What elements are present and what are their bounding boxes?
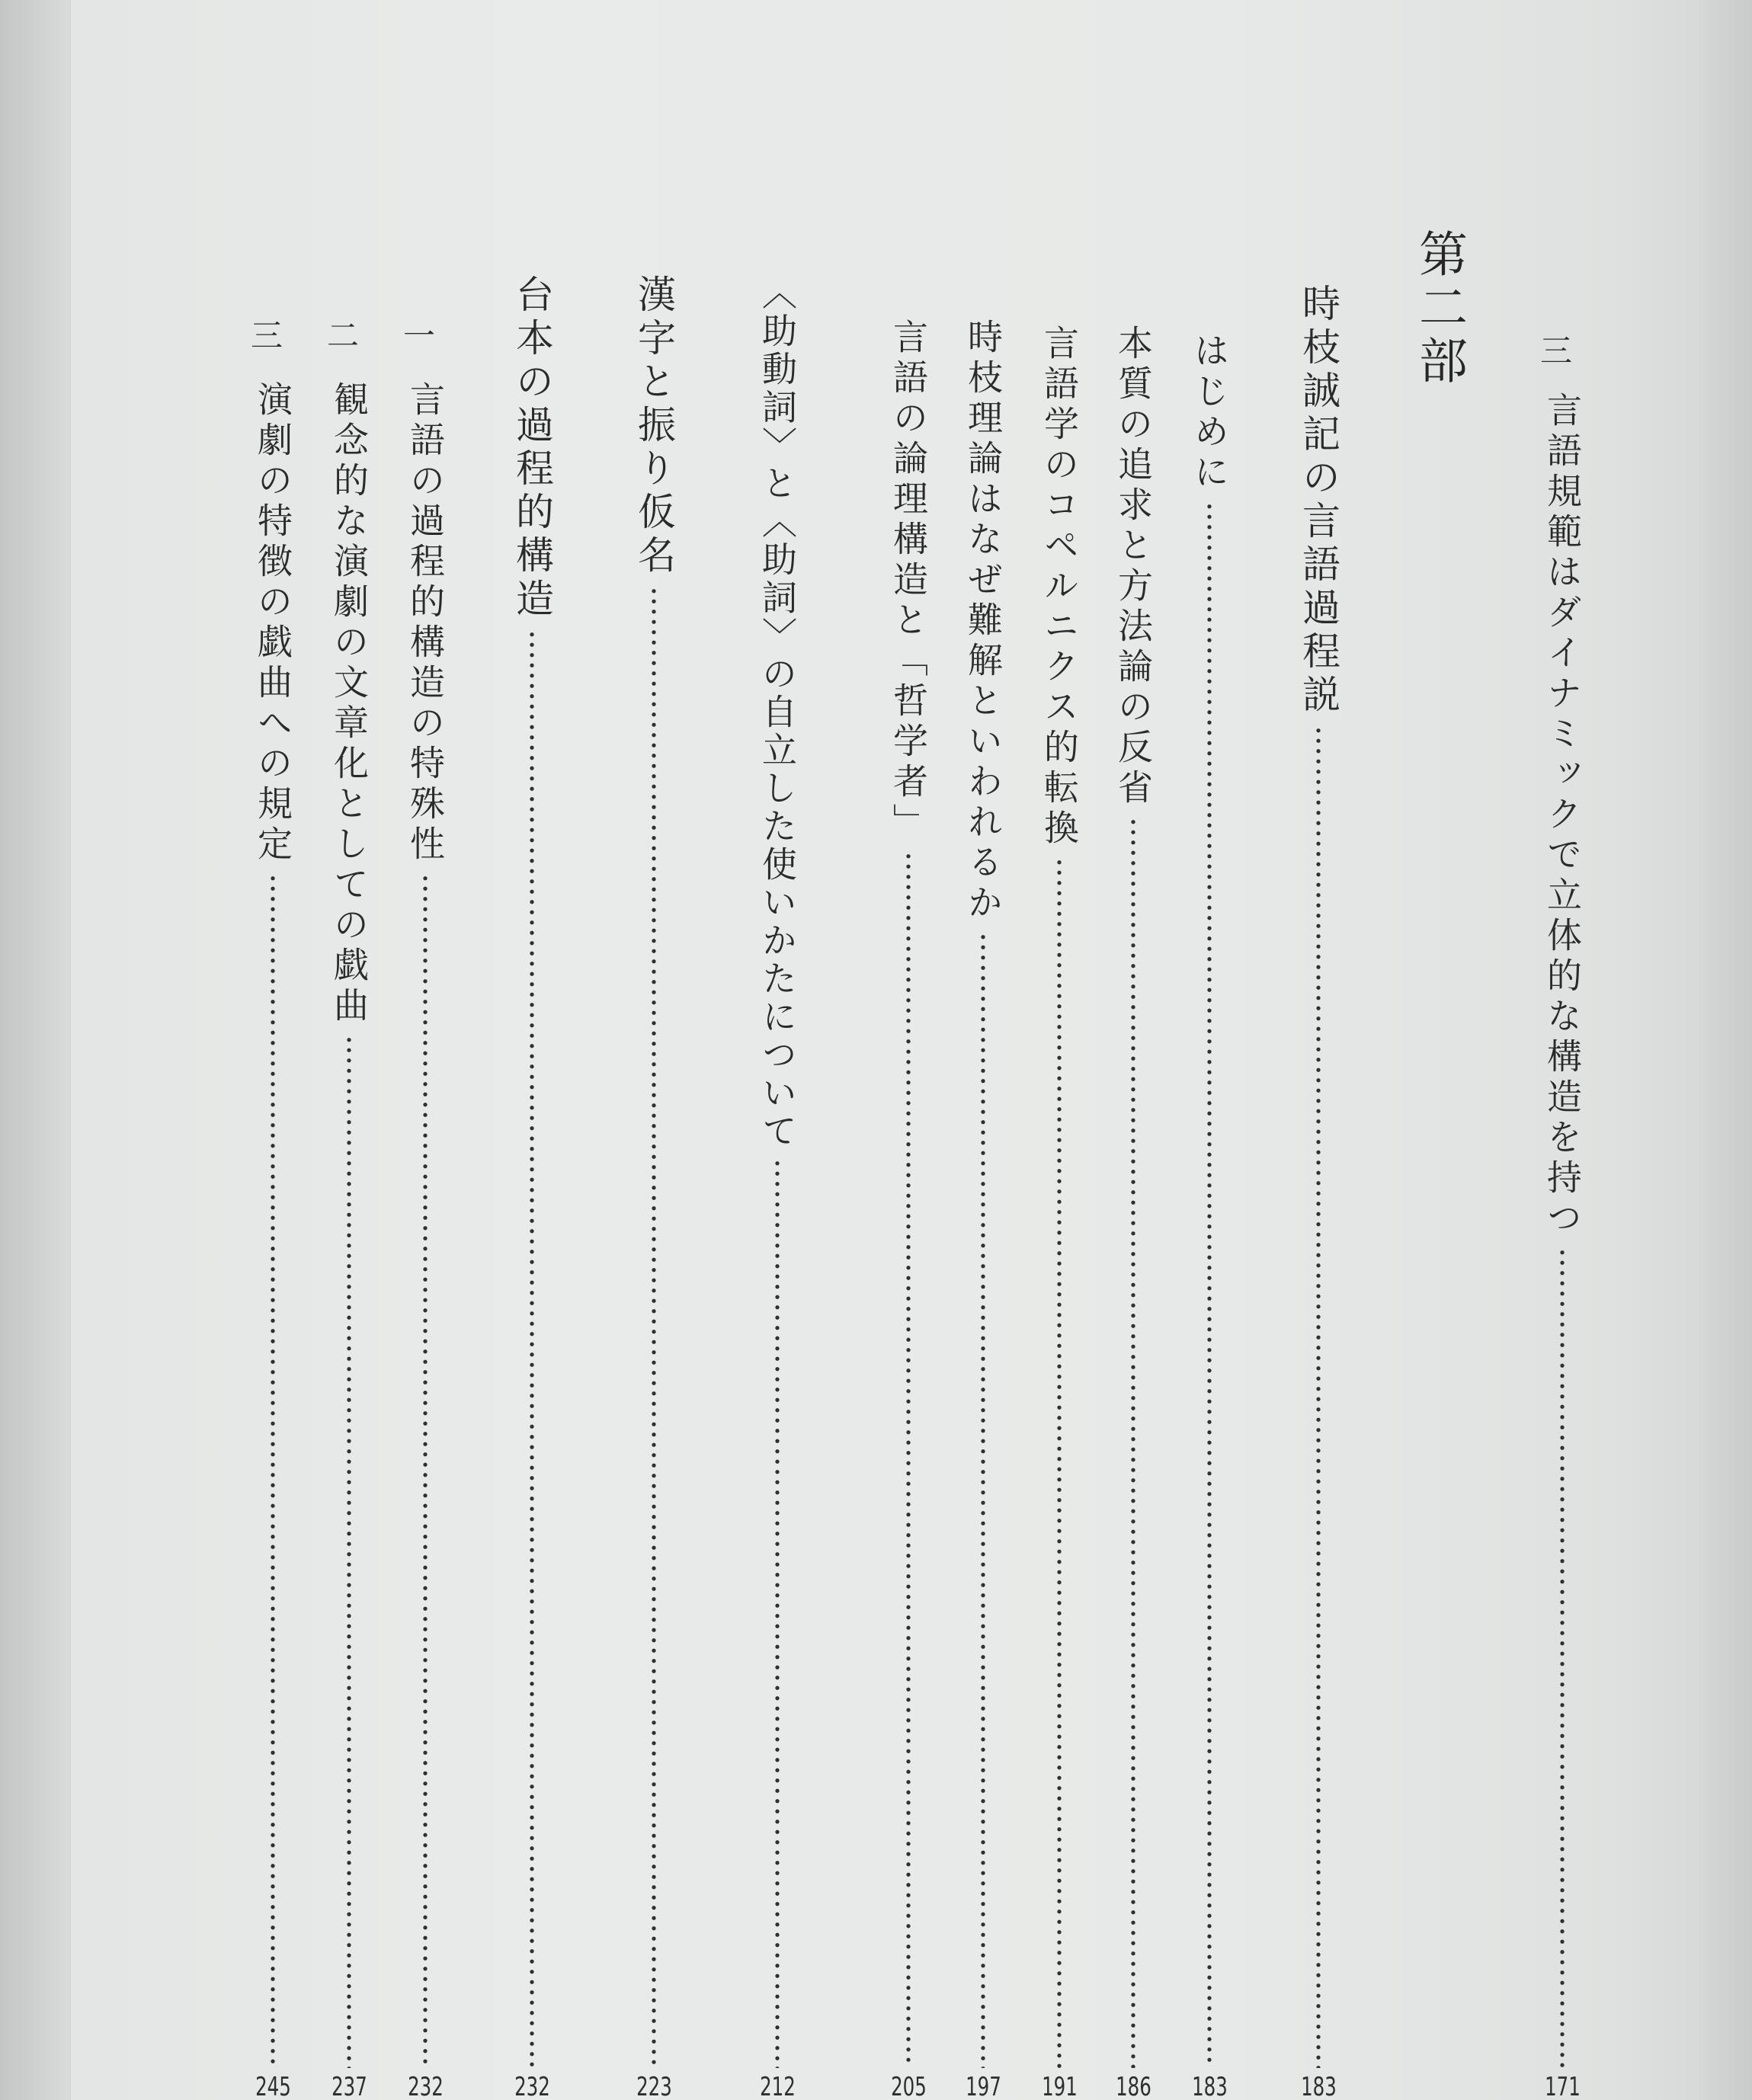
entry-title: 時枝理論はなぜ難解といわれるか <box>962 319 1004 924</box>
page-number: 232 <box>407 2072 444 2100</box>
section-number: 一 <box>399 319 436 360</box>
page-gutter-shadow <box>0 0 71 2100</box>
page-number: 245 <box>255 2072 291 2100</box>
toc-entry[interactable] <box>886 319 931 2100</box>
toc-entry[interactable] <box>322 319 372 2100</box>
entry-title: 〈助動詞〉と〈助詞〉の自立した使いかたについて <box>757 274 798 1151</box>
toc-entry[interactable] <box>960 319 1006 2100</box>
page-number: 205 <box>890 2072 927 2100</box>
toc-entry[interactable] <box>509 274 555 2100</box>
entry-title: 演劇の特徴の戯曲への規定 <box>252 381 293 866</box>
leader-dots <box>271 873 275 2068</box>
entry-title: 言語規範はダイナミックで立体的な構造を持つ <box>1542 392 1583 1240</box>
toc-entry[interactable] <box>754 274 800 2100</box>
leader-dots <box>652 586 656 2068</box>
toc-entry[interactable] <box>1536 334 1585 2100</box>
page-number: 232 <box>514 2072 550 2100</box>
toc-entry[interactable] <box>246 319 296 2100</box>
entry-title: 時枝誠記の言語過程説 <box>1296 283 1340 718</box>
page-number: 191 <box>1041 2072 1078 2100</box>
toc-entry[interactable] <box>1187 332 1232 2100</box>
page-number: 237 <box>331 2072 367 2100</box>
page-number: 186 <box>1115 2072 1151 2100</box>
toc-entry[interactable] <box>1036 325 1082 2100</box>
leader-dots <box>1207 501 1212 2068</box>
page-number: 183 <box>1300 2072 1337 2100</box>
leader-dots <box>775 1158 780 2068</box>
section-number: 二 <box>322 319 360 360</box>
toc-entry[interactable] <box>631 274 677 2100</box>
entry-title: 台本の過程的構造 <box>510 274 554 622</box>
toc-entry[interactable] <box>1296 283 1341 2100</box>
toc-entry[interactable] <box>1110 325 1156 2100</box>
page-number: 197 <box>965 2072 1001 2100</box>
leader-dots <box>1057 857 1062 2068</box>
entry-title: 言語の論理構造と「哲学者」 <box>888 319 929 844</box>
section-number: 三 <box>1536 334 1573 375</box>
leader-dots <box>423 873 428 2068</box>
leader-dots <box>1560 1247 1565 2068</box>
entry-title: 観念的な演劇の文章化としての戯曲 <box>328 381 370 1027</box>
page-number: 171 <box>1544 2072 1581 2100</box>
page-right-margin <box>1699 0 1752 2100</box>
page-number: 223 <box>636 2072 672 2100</box>
page-number: 183 <box>1191 2072 1228 2100</box>
entry-title: はじめに <box>1189 332 1230 494</box>
entry-title: 言語の過程的構造の特殊性 <box>405 381 446 866</box>
leader-dots <box>530 629 534 2068</box>
part-heading: 第二部 <box>1411 229 1467 389</box>
leader-dots <box>906 851 911 2068</box>
entry-title: 本質の追求と方法論の反省 <box>1113 325 1154 809</box>
leader-dots <box>1131 817 1135 2068</box>
toc-entry[interactable] <box>399 319 448 2100</box>
entry-title: 漢字と振り仮名 <box>632 274 676 578</box>
leader-dots <box>1316 725 1321 2068</box>
section-number: 三 <box>246 319 283 360</box>
entry-title: 言語学のコペルニクス的転換 <box>1039 325 1080 850</box>
leader-dots <box>981 932 985 2068</box>
page-number: 212 <box>759 2072 796 2100</box>
leader-dots <box>347 1035 351 2068</box>
